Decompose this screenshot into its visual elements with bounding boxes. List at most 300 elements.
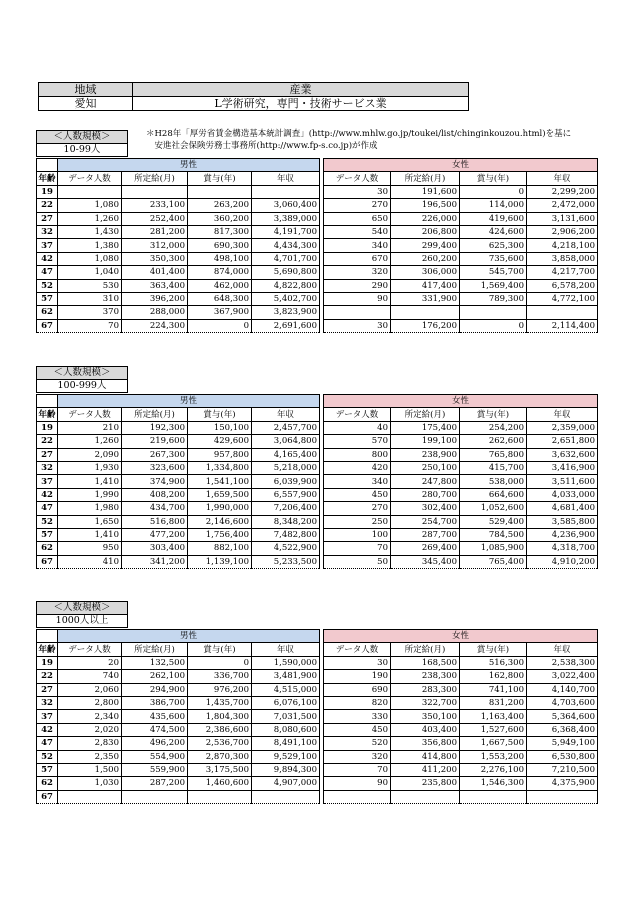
female-count-cell: 540 bbox=[324, 225, 391, 238]
male-bonus-cell: 1,990,000 bbox=[188, 502, 252, 515]
female-group-header: 女性 bbox=[324, 159, 598, 172]
female-salary-cell: 287,700 bbox=[391, 528, 460, 541]
female-bonus-cell: 625,300 bbox=[460, 239, 527, 252]
female-salary-cell: 414,800 bbox=[391, 750, 460, 763]
male-bonus-cell: 2,146,600 bbox=[188, 515, 252, 528]
age-cell: 57 bbox=[37, 763, 58, 776]
female-count-cell: 50 bbox=[324, 555, 391, 568]
table-row bbox=[37, 279, 598, 292]
column-header-bonus: 賞与(年) bbox=[460, 408, 527, 421]
male-bonus-cell: 1,541,100 bbox=[188, 475, 252, 488]
male-salary-cell: 287,200 bbox=[122, 777, 188, 790]
male-count-cell: 1,080 bbox=[58, 199, 122, 212]
female-bonus-cell: 516,300 bbox=[460, 656, 527, 669]
male-bonus-cell: 817,300 bbox=[188, 225, 252, 238]
table-row bbox=[37, 555, 598, 568]
male-salary-cell: 435,600 bbox=[122, 710, 188, 723]
size-section bbox=[36, 366, 598, 569]
male-group-header: 男性 bbox=[58, 630, 320, 643]
male-salary-cell: 374,900 bbox=[122, 475, 188, 488]
male-bonus-cell: 1,334,800 bbox=[188, 461, 252, 474]
male-salary-cell: 474,500 bbox=[122, 723, 188, 736]
table-row bbox=[37, 421, 598, 434]
column-header-income: 年収 bbox=[252, 643, 320, 656]
male-count-cell: 410 bbox=[58, 555, 122, 568]
male-income-cell: 3,389,000 bbox=[252, 212, 320, 225]
female-salary-cell: 175,400 bbox=[391, 421, 460, 434]
male-salary-cell: 408,200 bbox=[122, 488, 188, 501]
male-salary-cell: 363,400 bbox=[122, 279, 188, 292]
female-salary-cell: 247,800 bbox=[391, 475, 460, 488]
female-salary-cell: 176,200 bbox=[391, 319, 460, 332]
header-table bbox=[38, 82, 469, 111]
male-salary-cell: 434,700 bbox=[122, 502, 188, 515]
age-cell: 19 bbox=[37, 656, 58, 669]
female-income-cell: 4,033,000 bbox=[527, 488, 598, 501]
age-cell: 62 bbox=[37, 777, 58, 790]
male-income-cell: 4,165,400 bbox=[252, 448, 320, 461]
table-row bbox=[37, 239, 598, 252]
female-bonus-cell: 1,667,500 bbox=[460, 737, 527, 750]
male-count-cell: 2,020 bbox=[58, 723, 122, 736]
female-income-cell: 4,375,900 bbox=[527, 777, 598, 790]
female-count-cell: 450 bbox=[324, 488, 391, 501]
male-income-cell: 5,218,000 bbox=[252, 461, 320, 474]
salary-table bbox=[36, 394, 598, 569]
female-bonus-cell: 2,276,100 bbox=[460, 763, 527, 776]
age-cell: 22 bbox=[37, 199, 58, 212]
male-income-cell: 7,031,500 bbox=[252, 710, 320, 723]
age-cell: 47 bbox=[37, 737, 58, 750]
age-header: 年齢 bbox=[38, 173, 56, 184]
male-bonus-cell: 1,659,500 bbox=[188, 488, 252, 501]
male-count-cell: 2,350 bbox=[58, 750, 122, 763]
salary-table bbox=[36, 629, 598, 804]
male-bonus-cell: 462,000 bbox=[188, 279, 252, 292]
male-income-cell: 4,701,700 bbox=[252, 252, 320, 265]
table-row bbox=[37, 710, 598, 723]
size-label: ＜人数規模＞ bbox=[36, 130, 128, 144]
table-row bbox=[37, 435, 598, 448]
male-bonus-cell: 1,435,700 bbox=[188, 696, 252, 709]
age-cell: 32 bbox=[37, 225, 58, 238]
female-income-cell: 6,368,400 bbox=[527, 723, 598, 736]
size-section bbox=[36, 601, 598, 804]
female-bonus-cell: 735,600 bbox=[460, 252, 527, 265]
table-row bbox=[37, 542, 598, 555]
age-cell: 52 bbox=[37, 750, 58, 763]
female-income-cell bbox=[527, 306, 598, 319]
region-value: 愛知 bbox=[39, 97, 133, 111]
male-count-cell: 740 bbox=[58, 670, 122, 683]
column-header-salary: 所定給(月) bbox=[122, 408, 188, 421]
table-row bbox=[37, 696, 598, 709]
male-income-cell bbox=[252, 790, 320, 803]
male-income-cell: 4,191,700 bbox=[252, 225, 320, 238]
male-bonus-cell bbox=[188, 790, 252, 803]
age-cell: 62 bbox=[37, 542, 58, 555]
male-income-cell: 6,557,900 bbox=[252, 488, 320, 501]
female-bonus-cell: 1,163,400 bbox=[460, 710, 527, 723]
male-income-cell: 7,206,400 bbox=[252, 502, 320, 515]
male-bonus-cell: 874,000 bbox=[188, 266, 252, 279]
male-count-cell: 1,040 bbox=[58, 266, 122, 279]
female-group-header: 女性 bbox=[324, 395, 598, 408]
female-income-cell: 2,299,200 bbox=[527, 185, 598, 198]
male-count-cell bbox=[58, 185, 122, 198]
table-row bbox=[37, 790, 598, 803]
table-row bbox=[37, 212, 598, 225]
female-bonus-cell: 831,200 bbox=[460, 696, 527, 709]
female-count-cell: 690 bbox=[324, 683, 391, 696]
male-count-cell: 1,650 bbox=[58, 515, 122, 528]
male-count-cell: 70 bbox=[58, 319, 122, 332]
male-bonus-cell: 0 bbox=[188, 656, 252, 669]
male-income-cell: 6,039,900 bbox=[252, 475, 320, 488]
male-income-cell: 9,894,300 bbox=[252, 763, 320, 776]
table-row bbox=[37, 670, 598, 683]
female-income-cell: 3,511,600 bbox=[527, 475, 598, 488]
female-income-cell: 3,022,400 bbox=[527, 670, 598, 683]
age-cell: 57 bbox=[37, 292, 58, 305]
salary-table bbox=[36, 158, 598, 333]
male-salary-cell: 496,200 bbox=[122, 737, 188, 750]
male-salary-cell: 267,300 bbox=[122, 448, 188, 461]
table-row bbox=[37, 723, 598, 736]
male-bonus-cell: 336,700 bbox=[188, 670, 252, 683]
male-group-header: 男性 bbox=[58, 395, 320, 408]
column-header-salary: 所定給(月) bbox=[391, 643, 460, 656]
female-count-cell: 320 bbox=[324, 750, 391, 763]
column-header-salary: 所定給(月) bbox=[391, 172, 460, 185]
male-count-cell: 2,090 bbox=[58, 448, 122, 461]
female-bonus-cell: 545,700 bbox=[460, 266, 527, 279]
female-count-cell: 340 bbox=[324, 475, 391, 488]
female-count-cell: 340 bbox=[324, 239, 391, 252]
male-count-cell: 2,340 bbox=[58, 710, 122, 723]
column-header-count: データ人数 bbox=[324, 408, 391, 421]
male-bonus-cell: 957,800 bbox=[188, 448, 252, 461]
age-cell: 42 bbox=[37, 723, 58, 736]
male-income-cell: 3,060,400 bbox=[252, 199, 320, 212]
female-bonus-cell bbox=[460, 790, 527, 803]
female-salary-cell: 417,400 bbox=[391, 279, 460, 292]
female-salary-cell: 191,600 bbox=[391, 185, 460, 198]
female-salary-cell: 403,400 bbox=[391, 723, 460, 736]
female-bonus-cell: 162,800 bbox=[460, 670, 527, 683]
male-count-cell: 1,930 bbox=[58, 461, 122, 474]
female-income-cell: 7,210,500 bbox=[527, 763, 598, 776]
female-income-cell: 4,910,200 bbox=[527, 555, 598, 568]
female-salary-cell: 206,800 bbox=[391, 225, 460, 238]
age-cell: 37 bbox=[37, 475, 58, 488]
female-count-cell: 290 bbox=[324, 279, 391, 292]
male-bonus-cell: 360,200 bbox=[188, 212, 252, 225]
column-header-income: 年収 bbox=[527, 172, 598, 185]
female-salary-cell: 260,200 bbox=[391, 252, 460, 265]
female-salary-cell: 306,000 bbox=[391, 266, 460, 279]
female-bonus-cell: 262,600 bbox=[460, 435, 527, 448]
male-income-cell: 5,402,700 bbox=[252, 292, 320, 305]
table-row bbox=[37, 502, 598, 515]
male-income-cell: 6,076,100 bbox=[252, 696, 320, 709]
column-header-income: 年収 bbox=[252, 408, 320, 421]
table-row bbox=[37, 528, 598, 541]
male-salary-cell: 323,600 bbox=[122, 461, 188, 474]
table-row bbox=[37, 292, 598, 305]
male-bonus-cell: 429,600 bbox=[188, 435, 252, 448]
female-count-cell: 650 bbox=[324, 212, 391, 225]
male-salary-cell: 401,400 bbox=[122, 266, 188, 279]
male-income-cell: 8,348,200 bbox=[252, 515, 320, 528]
female-bonus-cell: 0 bbox=[460, 319, 527, 332]
age-cell: 52 bbox=[37, 279, 58, 292]
male-salary-cell: 312,000 bbox=[122, 239, 188, 252]
female-income-cell: 5,949,100 bbox=[527, 737, 598, 750]
table-row bbox=[37, 737, 598, 750]
age-cell: 22 bbox=[37, 670, 58, 683]
female-count-cell: 320 bbox=[324, 266, 391, 279]
female-bonus-cell: 254,200 bbox=[460, 421, 527, 434]
male-bonus-cell: 1,460,600 bbox=[188, 777, 252, 790]
female-salary-cell: 269,400 bbox=[391, 542, 460, 555]
column-header-salary: 所定給(月) bbox=[122, 172, 188, 185]
age-cell: 22 bbox=[37, 435, 58, 448]
female-salary-cell: 235,800 bbox=[391, 777, 460, 790]
column-header-count: データ人数 bbox=[58, 408, 122, 421]
male-income-cell: 1,590,000 bbox=[252, 656, 320, 669]
male-count-cell: 20 bbox=[58, 656, 122, 669]
male-group-header: 男性 bbox=[58, 159, 320, 172]
table-row bbox=[37, 185, 598, 198]
male-count-cell: 2,800 bbox=[58, 696, 122, 709]
male-income-cell: 8,080,600 bbox=[252, 723, 320, 736]
age-cell: 37 bbox=[37, 710, 58, 723]
female-income-cell: 2,472,000 bbox=[527, 199, 598, 212]
age-cell: 42 bbox=[37, 488, 58, 501]
male-count-cell: 1,990 bbox=[58, 488, 122, 501]
female-bonus-cell: 529,400 bbox=[460, 515, 527, 528]
female-group-header: 女性 bbox=[324, 630, 598, 643]
male-bonus-cell: 976,200 bbox=[188, 683, 252, 696]
female-count-cell: 40 bbox=[324, 421, 391, 434]
age-cell: 52 bbox=[37, 515, 58, 528]
female-income-cell: 6,578,200 bbox=[527, 279, 598, 292]
male-bonus-cell: 1,804,300 bbox=[188, 710, 252, 723]
female-salary-cell bbox=[391, 306, 460, 319]
male-income-cell: 4,434,300 bbox=[252, 239, 320, 252]
source-note-line: 安進社会保険労務士事務所(http://www.fp-s.co.jp)が作成 bbox=[146, 141, 378, 151]
female-salary-cell: 356,800 bbox=[391, 737, 460, 750]
male-count-cell: 1,410 bbox=[58, 528, 122, 541]
female-income-cell bbox=[527, 790, 598, 803]
female-salary-cell bbox=[391, 790, 460, 803]
male-salary-cell bbox=[122, 185, 188, 198]
female-income-cell: 4,217,700 bbox=[527, 266, 598, 279]
female-income-cell: 4,236,900 bbox=[527, 528, 598, 541]
male-bonus-cell: 1,756,400 bbox=[188, 528, 252, 541]
female-income-cell: 6,530,800 bbox=[527, 750, 598, 763]
male-income-cell: 8,491,100 bbox=[252, 737, 320, 750]
column-header-income: 年収 bbox=[252, 172, 320, 185]
female-salary-cell: 226,000 bbox=[391, 212, 460, 225]
age-cell: 37 bbox=[37, 239, 58, 252]
male-salary-cell: 386,700 bbox=[122, 696, 188, 709]
female-income-cell: 2,906,200 bbox=[527, 225, 598, 238]
female-income-cell: 2,359,000 bbox=[527, 421, 598, 434]
female-count-cell: 450 bbox=[324, 723, 391, 736]
male-count-cell: 950 bbox=[58, 542, 122, 555]
column-header-income: 年収 bbox=[527, 408, 598, 421]
male-salary-cell: 281,200 bbox=[122, 225, 188, 238]
age-cell: 47 bbox=[37, 266, 58, 279]
female-income-cell: 4,218,100 bbox=[527, 239, 598, 252]
column-header-count: データ人数 bbox=[58, 643, 122, 656]
male-count-cell: 210 bbox=[58, 421, 122, 434]
male-income-cell: 3,481,900 bbox=[252, 670, 320, 683]
male-count-cell: 530 bbox=[58, 279, 122, 292]
size-value: 1000人以上 bbox=[36, 615, 128, 628]
male-salary-cell bbox=[122, 790, 188, 803]
column-header-count: データ人数 bbox=[324, 643, 391, 656]
column-header-bonus: 賞与(年) bbox=[188, 172, 252, 185]
male-count-cell: 1,500 bbox=[58, 763, 122, 776]
male-salary-cell: 219,600 bbox=[122, 435, 188, 448]
female-income-cell: 3,585,800 bbox=[527, 515, 598, 528]
table-row bbox=[37, 266, 598, 279]
male-bonus-cell: 2,386,600 bbox=[188, 723, 252, 736]
age-cell: 47 bbox=[37, 502, 58, 515]
age-cell: 32 bbox=[37, 696, 58, 709]
age-cell: 19 bbox=[37, 421, 58, 434]
female-bonus-cell: 114,000 bbox=[460, 199, 527, 212]
male-income-cell: 5,690,800 bbox=[252, 266, 320, 279]
female-count-cell: 190 bbox=[324, 670, 391, 683]
female-salary-cell: 280,700 bbox=[391, 488, 460, 501]
female-count-cell: 250 bbox=[324, 515, 391, 528]
female-count-cell: 90 bbox=[324, 292, 391, 305]
female-count-cell: 100 bbox=[324, 528, 391, 541]
male-salary-cell: 516,800 bbox=[122, 515, 188, 528]
table-row bbox=[37, 750, 598, 763]
male-bonus-cell: 150,100 bbox=[188, 421, 252, 434]
male-income-cell: 4,522,900 bbox=[252, 542, 320, 555]
male-income-cell: 3,064,800 bbox=[252, 435, 320, 448]
male-salary-cell: 262,100 bbox=[122, 670, 188, 683]
female-count-cell: 670 bbox=[324, 252, 391, 265]
female-bonus-cell: 1,527,600 bbox=[460, 723, 527, 736]
female-salary-cell: 238,900 bbox=[391, 448, 460, 461]
table-row bbox=[37, 306, 598, 319]
male-bonus-cell: 498,100 bbox=[188, 252, 252, 265]
male-count-cell: 370 bbox=[58, 306, 122, 319]
age-cell: 57 bbox=[37, 528, 58, 541]
female-salary-cell: 168,500 bbox=[391, 656, 460, 669]
female-bonus-cell: 415,700 bbox=[460, 461, 527, 474]
male-income-cell: 9,529,100 bbox=[252, 750, 320, 763]
female-salary-cell: 322,700 bbox=[391, 696, 460, 709]
table-row bbox=[37, 777, 598, 790]
male-bonus-cell: 1,139,100 bbox=[188, 555, 252, 568]
female-count-cell: 420 bbox=[324, 461, 391, 474]
female-salary-cell: 238,300 bbox=[391, 670, 460, 683]
column-header-salary: 所定給(月) bbox=[122, 643, 188, 656]
female-bonus-cell: 1,546,300 bbox=[460, 777, 527, 790]
column-header-bonus: 賞与(年) bbox=[188, 408, 252, 421]
female-income-cell: 3,632,600 bbox=[527, 448, 598, 461]
female-salary-cell: 350,100 bbox=[391, 710, 460, 723]
female-salary-cell: 196,500 bbox=[391, 199, 460, 212]
female-bonus-cell: 1,052,600 bbox=[460, 502, 527, 515]
female-salary-cell: 250,100 bbox=[391, 461, 460, 474]
male-count-cell: 1,080 bbox=[58, 252, 122, 265]
female-bonus-cell: 664,600 bbox=[460, 488, 527, 501]
male-salary-cell: 303,400 bbox=[122, 542, 188, 555]
male-salary-cell: 192,300 bbox=[122, 421, 188, 434]
female-salary-cell: 199,100 bbox=[391, 435, 460, 448]
female-salary-cell: 299,400 bbox=[391, 239, 460, 252]
age-cell: 67 bbox=[37, 555, 58, 568]
age-header: 年齢 bbox=[38, 409, 56, 420]
male-bonus-cell bbox=[188, 185, 252, 198]
column-header-bonus: 賞与(年) bbox=[188, 643, 252, 656]
table-row bbox=[37, 448, 598, 461]
female-salary-cell: 411,200 bbox=[391, 763, 460, 776]
male-count-cell: 1,030 bbox=[58, 777, 122, 790]
male-count-cell: 1,260 bbox=[58, 435, 122, 448]
male-count-cell: 1,380 bbox=[58, 239, 122, 252]
male-count-cell: 2,830 bbox=[58, 737, 122, 750]
male-income-cell: 4,822,800 bbox=[252, 279, 320, 292]
female-count-cell: 820 bbox=[324, 696, 391, 709]
female-income-cell: 3,858,000 bbox=[527, 252, 598, 265]
male-income-cell: 2,691,600 bbox=[252, 319, 320, 332]
female-bonus-cell: 1,553,200 bbox=[460, 750, 527, 763]
female-bonus-cell: 765,800 bbox=[460, 448, 527, 461]
male-count-cell: 2,060 bbox=[58, 683, 122, 696]
female-income-cell: 2,651,800 bbox=[527, 435, 598, 448]
column-header-salary: 所定給(月) bbox=[391, 408, 460, 421]
size-label: ＜人数規模＞ bbox=[36, 366, 128, 380]
female-count-cell bbox=[324, 306, 391, 319]
table-row bbox=[37, 656, 598, 669]
male-salary-cell: 396,200 bbox=[122, 292, 188, 305]
male-bonus-cell: 367,900 bbox=[188, 306, 252, 319]
age-cell: 27 bbox=[37, 448, 58, 461]
age-cell: 62 bbox=[37, 306, 58, 319]
female-bonus-cell: 765,400 bbox=[460, 555, 527, 568]
female-income-cell: 2,114,400 bbox=[527, 319, 598, 332]
female-income-cell: 4,703,600 bbox=[527, 696, 598, 709]
table-row bbox=[37, 515, 598, 528]
female-income-cell: 5,364,600 bbox=[527, 710, 598, 723]
female-bonus-cell: 784,500 bbox=[460, 528, 527, 541]
industry-label: 産業 bbox=[133, 83, 469, 97]
size-label: ＜人数規模＞ bbox=[36, 601, 128, 615]
female-bonus-cell: 1,569,400 bbox=[460, 279, 527, 292]
female-income-cell: 4,318,700 bbox=[527, 542, 598, 555]
female-count-cell: 30 bbox=[324, 656, 391, 669]
male-bonus-cell: 263,200 bbox=[188, 199, 252, 212]
female-salary-cell: 331,900 bbox=[391, 292, 460, 305]
female-bonus-cell bbox=[460, 306, 527, 319]
column-header-count: データ人数 bbox=[324, 172, 391, 185]
male-bonus-cell: 0 bbox=[188, 319, 252, 332]
male-count-cell: 1,430 bbox=[58, 225, 122, 238]
female-income-cell: 3,131,600 bbox=[527, 212, 598, 225]
table-row bbox=[37, 199, 598, 212]
female-count-cell: 70 bbox=[324, 763, 391, 776]
